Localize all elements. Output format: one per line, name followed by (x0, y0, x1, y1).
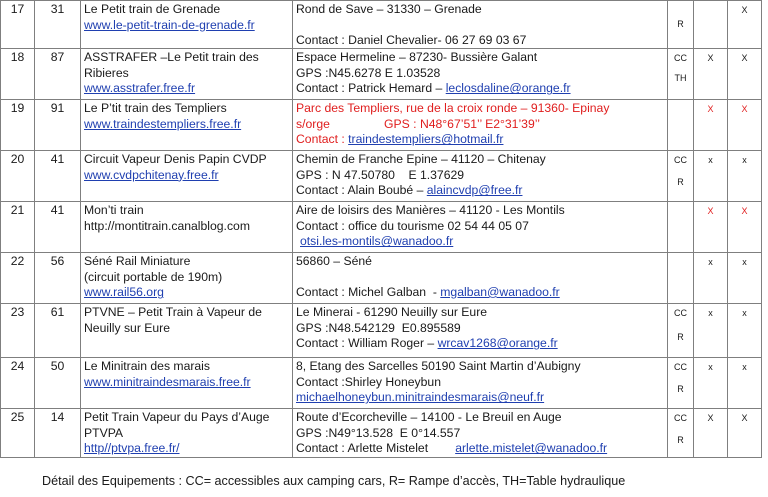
train-name: Le P’tit train des Templiers (84, 101, 227, 116)
name-cell (81, 304, 293, 358)
train-name: ASSTRAFER –Le Petit train des (84, 50, 259, 65)
website-link[interactable]: www.rail56.org (84, 285, 164, 300)
table-row (1, 304, 762, 358)
department: 50 (35, 358, 81, 409)
address-line: Espace Hermeline – 87230- Bussière Galant (296, 50, 538, 65)
train-name: Neuilly sur Eure (84, 320, 171, 335)
equipment-mark: X (728, 1, 762, 49)
contact-email-link[interactable]: michaelhoneybun.minitraindesmarais@neuf.fr (296, 390, 545, 405)
equipment-mark: X (728, 409, 762, 458)
table-row (1, 409, 762, 458)
gps-line: GPS :N48.542129 E0.895589 (296, 320, 461, 335)
equipment-mark: X (694, 49, 728, 100)
train-note: (circuit portable de 190m) (84, 269, 223, 284)
contact-email-link[interactable]: wrcav1268@orange.fr (437, 336, 558, 351)
website-link[interactable]: www.cvdpchitenay.free.fr (84, 167, 219, 182)
equipment-cell (668, 409, 694, 458)
website-link[interactable]: www.minitraindesmarais.free.fr (84, 374, 251, 389)
website-link[interactable]: http//ptvpa.free.fr/ (84, 441, 180, 456)
contact-line: Contact : office du tourisme 02 54 44 05 07 (296, 218, 529, 233)
name-cell (81, 1, 293, 49)
equipment-code: R (677, 435, 684, 446)
row-number: 24 (1, 358, 35, 409)
equipment-code: R (677, 19, 684, 29)
department: 87 (35, 49, 81, 100)
row-number: 19 (1, 100, 35, 151)
contact-line: Contact : Daniel Chevalier- 06 27 69 03 67 (296, 32, 527, 47)
table-row (1, 151, 762, 202)
equipment-mark: x (694, 253, 728, 304)
table-row (1, 358, 762, 409)
contact-email-link[interactable]: leclosdaline@orange.fr (445, 81, 571, 96)
equipment-code: R (677, 384, 684, 395)
equipment-mark: x (728, 358, 762, 409)
table-row (1, 49, 762, 100)
equipment-cell (668, 202, 694, 253)
train-name: Le Minitrain des marais (84, 359, 210, 374)
address-cell (293, 100, 668, 151)
website-text: http://montitrain.canalblog.com (84, 218, 250, 233)
address-line: 56860 – Séné (296, 254, 372, 269)
train-name: Séné Rail Miniature (84, 254, 191, 269)
department: 56 (35, 253, 81, 304)
department: 41 (35, 151, 81, 202)
address-cell (293, 409, 668, 458)
contact-email-link[interactable]: alaincvdp@free.fr (426, 183, 523, 198)
row-number: 21 (1, 202, 35, 253)
contact-line: Contact : (296, 132, 349, 147)
equipment-mark: x (728, 151, 762, 202)
address-cell (293, 49, 668, 100)
address-line: Route d’Ecorcheville – 14100 - Le Breuil en Auge (296, 410, 562, 425)
address-line: Aire de loisirs des Manières – 41120 - Les Montils (296, 203, 565, 218)
train-name: Circuit Vapeur Denis Papin CVDP (84, 152, 267, 167)
contact-email-link[interactable]: traindestempliers@hotmail.fr (348, 132, 504, 147)
train-name: PTVPA (84, 425, 124, 440)
department: 91 (35, 100, 81, 151)
equipment-mark: x (728, 253, 762, 304)
equipment-mark: x (694, 151, 728, 202)
table-row (1, 100, 762, 151)
equipment-cell (668, 100, 694, 151)
name-cell (81, 409, 293, 458)
contact-email-link[interactable]: otsi.les-montils@wanadoo.fr (300, 234, 454, 249)
table-row (1, 1, 762, 49)
equipment-mark: X (728, 49, 762, 100)
address-line: Chemin de Franche Epine – 41120 – Chitenay (296, 152, 546, 167)
name-cell (81, 253, 293, 304)
address-cell (293, 151, 668, 202)
department: 31 (35, 1, 81, 49)
name-cell (81, 100, 293, 151)
contact-line: Contact :Shirley Honeybun (296, 374, 441, 389)
name-cell (81, 358, 293, 409)
row-number: 22 (1, 253, 35, 304)
equipment-cell (668, 253, 694, 304)
department: 14 (35, 409, 81, 458)
equipment-code: CC (674, 155, 687, 166)
contact-email-link[interactable]: mgalban@wanadoo.fr (440, 284, 560, 299)
gps-line: GPS :N45.6278 E 1.03528 (296, 65, 441, 80)
equipment-cell (668, 151, 694, 202)
gps-line: GPS :N49°13.528 E 0°14.557 (296, 425, 461, 440)
train-name: PTVNE – Petit Train à Vapeur de (84, 305, 262, 320)
equipment-mark: X (694, 100, 728, 151)
train-name: Petit Train Vapeur du Pays d’Auge (84, 410, 270, 425)
equipment-code: CC (674, 308, 687, 319)
contact-line: Contact : Michel Galban - (296, 284, 441, 299)
equipment-code: R (677, 177, 684, 188)
address-line: Parc des Templiers, rue de la croix ronde – 91360- Epinay (296, 101, 610, 116)
equipment-cell (668, 1, 694, 49)
contact-line: Contact : Arlette Mistelet (296, 441, 456, 456)
row-number: 20 (1, 151, 35, 202)
website-link[interactable]: www.asstrafer.free.fr (84, 81, 196, 96)
equipment-code: TH (674, 73, 687, 84)
row-number: 18 (1, 49, 35, 100)
equipment-cell (668, 358, 694, 409)
address-line: Le Minerai - 61290 Neuilly sur Eure (296, 305, 488, 320)
equipment-mark (694, 1, 728, 49)
equipment-mark: X (694, 409, 728, 458)
equipment-mark: x (694, 358, 728, 409)
train-name: Mon’ti train (84, 203, 144, 218)
address-cell (293, 202, 668, 253)
equipment-mark: x (728, 304, 762, 358)
row-number: 23 (1, 304, 35, 358)
name-cell (81, 151, 293, 202)
equipment-code: CC (674, 362, 687, 373)
address-line: Rond de Save – 31330 – Grenade (296, 2, 482, 16)
department: 41 (35, 202, 81, 253)
website-link[interactable]: www.le-petit-train-de-grenade.fr (84, 17, 255, 32)
train-name: Ribieres (84, 65, 129, 80)
contact-line: Contact : Alain Boubé – (296, 183, 427, 198)
address-cell (293, 304, 668, 358)
address-cell (293, 253, 668, 304)
contact-line: Contact : Patrick Hemard – (296, 81, 446, 96)
name-cell (81, 202, 293, 253)
equipment-code: CC (674, 413, 687, 424)
table-row (1, 202, 762, 253)
row-number: 25 (1, 409, 35, 458)
address-cell (293, 358, 668, 409)
equipment-mark: X (728, 100, 762, 151)
equipment-code: CC (674, 53, 687, 64)
equipment-mark: X (728, 202, 762, 253)
department: 61 (35, 304, 81, 358)
equipment-cell (668, 304, 694, 358)
address-line: 8, Etang des Sarcelles 50190 Saint Martin d’Aubigny (296, 359, 581, 374)
website-link[interactable]: www.traindestempliers.free.fr (84, 116, 242, 131)
row-number: 17 (1, 1, 35, 49)
name-cell (81, 49, 293, 100)
address-cell (293, 1, 668, 49)
gps-line: GPS : N 47.50780 E 1.37629 (296, 167, 465, 182)
equipment-code: R (677, 332, 684, 343)
contact-line: Contact : William Roger – (296, 336, 438, 351)
equipment-mark: x (694, 304, 728, 358)
equipment-cell (668, 49, 694, 100)
equipment-legend: Détail des Equipements : CC= accessibles aux camping cars, R= Rampe d’accès, TH=Table hydraulique (42, 474, 626, 488)
train-name: Le Petit train de Grenade (84, 2, 221, 16)
table-row (1, 253, 762, 304)
equipment-mark: X (694, 202, 728, 253)
gps-line: s/orge GPS : N48°67’51’’ E2°31’39’’ (296, 116, 540, 131)
contact-email-link[interactable]: arlette.mistelet@wanadoo.fr (455, 441, 608, 456)
